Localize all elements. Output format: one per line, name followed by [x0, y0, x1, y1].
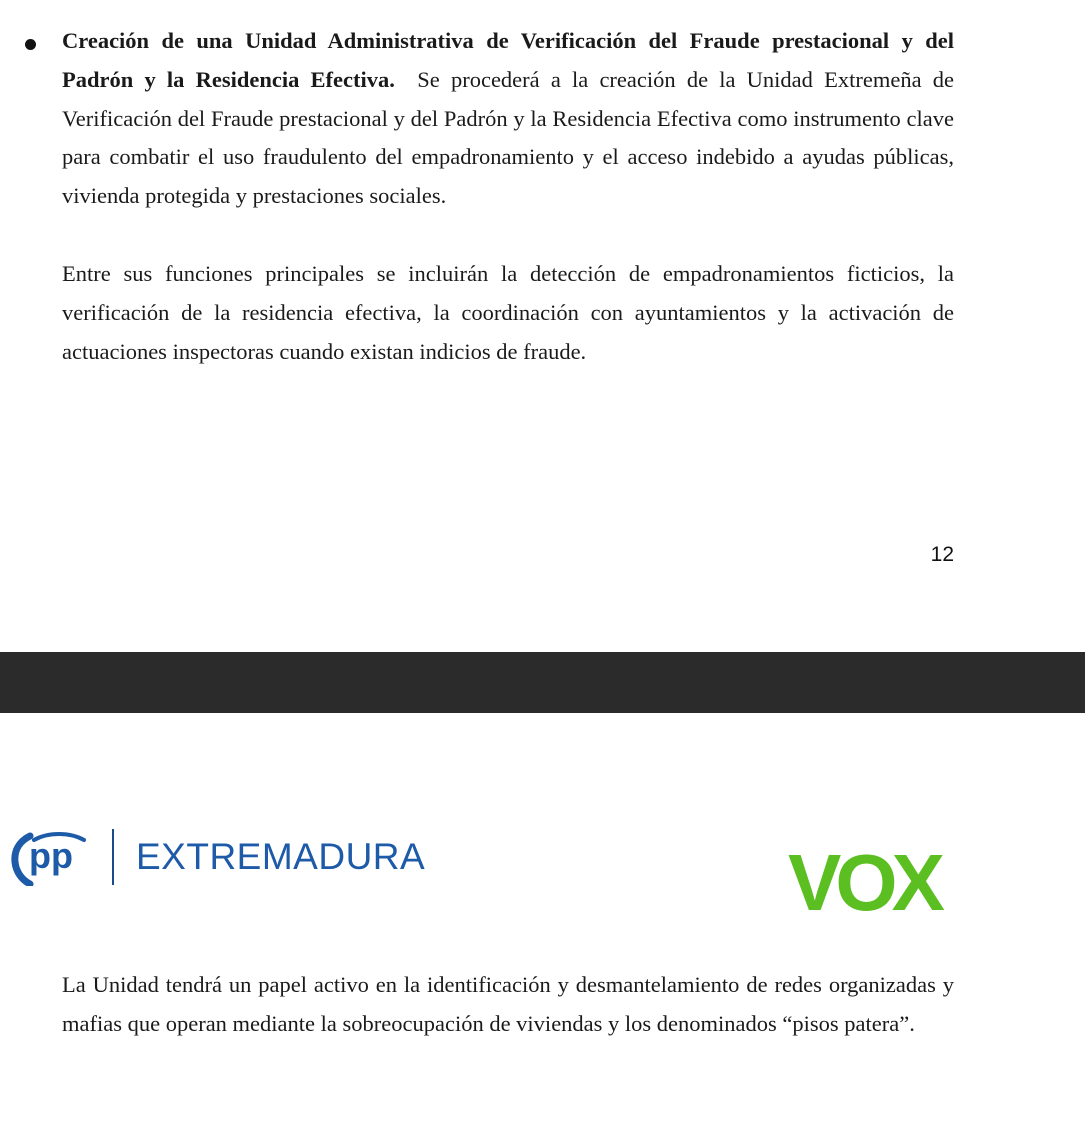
pp-extremadura-logo	[8, 826, 425, 888]
page-separator	[0, 652, 1085, 713]
paragraph-functions	[62, 255, 954, 371]
paragraph-unidad-text: La Unidad tendrá un papel activo en la identificación y desmantelamiento de redes organizadas y mafias que operan mediante la sobreocupación de viviendas y los denominados “pisos patera”.	[62, 972, 954, 1036]
pp-logo-text: pp	[29, 835, 73, 876]
pp-logo-icon	[8, 828, 90, 886]
pp-region-label: EXTREMADURA	[136, 836, 426, 877]
logo-divider	[112, 829, 114, 885]
vox-logo-text: VOX	[788, 840, 939, 920]
bullet-bold-lead: Creación de una Unidad Administrativa de Verificación del Fraude prestacional y del Padrón y la Residencia Efectiva.	[62, 28, 954, 92]
bullet-item	[62, 22, 954, 216]
vox-logo	[786, 840, 946, 920]
bullet-point-icon	[25, 39, 36, 50]
bullet-paragraph	[62, 22, 954, 216]
document-page-bottom	[0, 713, 1085, 1145]
paragraph-functions-text: Entre sus funciones principales se incluirán la detección de empadronamientos ficticios, la verificación de la residencia efectiva, la coordinación con ayuntamientos y la activación de actuaciones inspectoras cuando existan indicios de fraude.	[62, 261, 954, 364]
bullet-text: Se procederá a la creación de la Unidad Extremeña de Verificación del Fraude prestacional y del Padrón y la Residencia Efectiva como instrumento clave para combatir el uso fraudulento del empadronamiento y el acceso indebido a ayudas públicas, vivienda protegida y prestaciones sociales.	[62, 66, 954, 209]
page-number: 12	[930, 543, 954, 566]
paragraph-unidad	[62, 966, 954, 1044]
